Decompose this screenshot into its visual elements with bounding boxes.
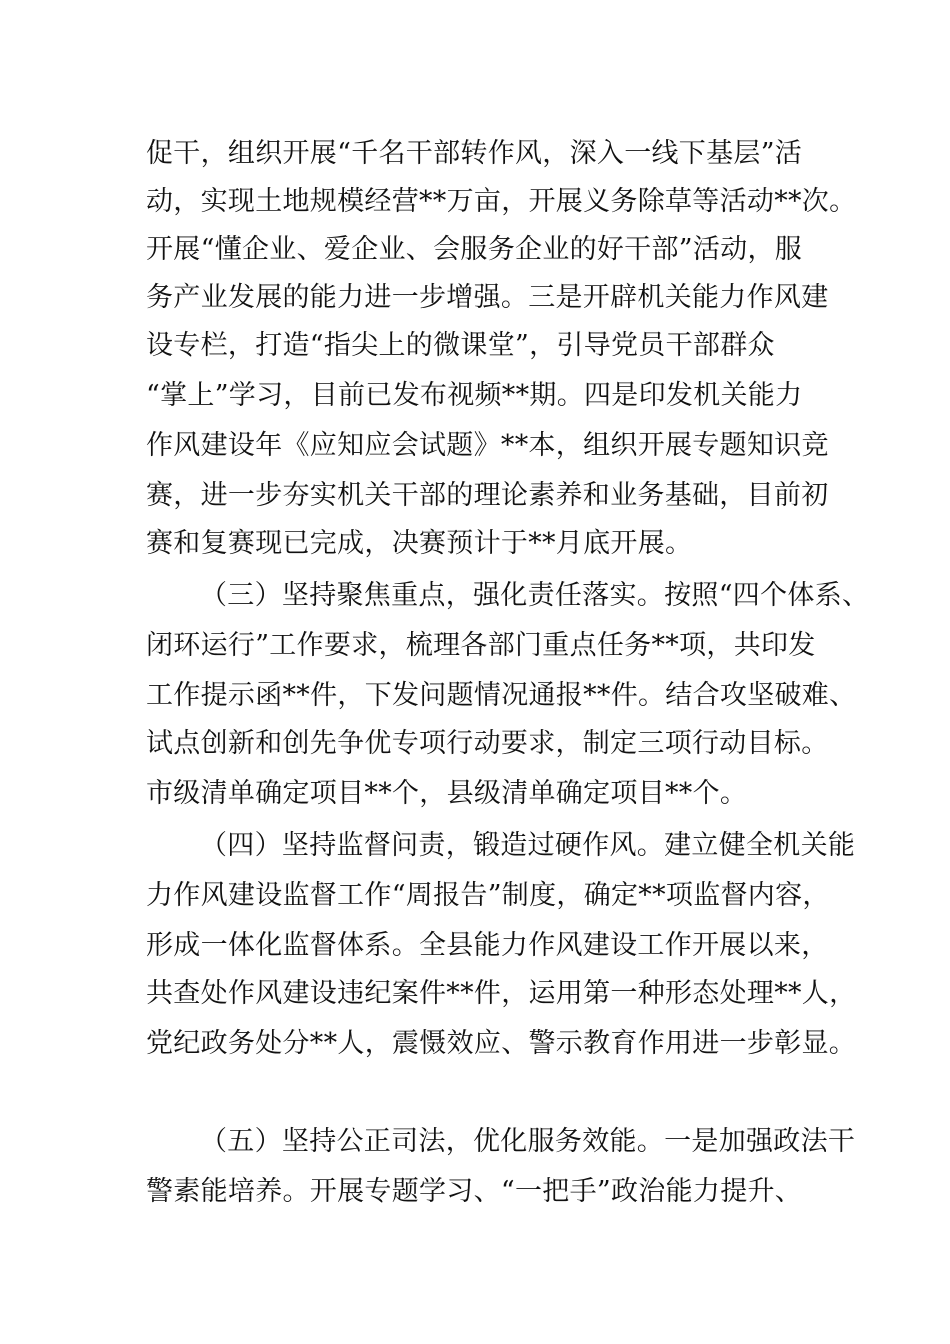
paragraph-line: 开展“懂企业、爱企业、会服务企业的好干部”活动，服 xyxy=(146,234,803,265)
paragraph-line: 工作提示函**件，下发问题情况通报**件。结合攻坚破难、 xyxy=(146,680,857,711)
paragraph-line: 作风建设年《应知应会试题》**本，组织开展专题知识竞 xyxy=(146,430,829,461)
paragraph-line: 形成一体化监督体系。全县能力作风建设工作开展以来， xyxy=(146,930,829,961)
paragraph-line: 促干，组织开展“千名干部转作风，深入一线下基层”活 xyxy=(146,138,803,169)
section-heading-line: （三）坚持聚焦重点，强化责任落实。按照“四个体系、 xyxy=(200,580,870,611)
paragraph-line: 力作风建设监督工作“周报告”制度，确定**项监督内容， xyxy=(146,880,830,911)
paragraph-line: 试点创新和创先争优专项行动要求，制定三项行动目标。 xyxy=(146,728,829,759)
paragraph-line: 务产业发展的能力进一步增强。三是开辟机关能力作风建 xyxy=(146,282,829,313)
paragraph-line: 闭环运行”工作要求，梳理各部门重点任务**项，共印发 xyxy=(146,630,816,661)
paragraph-line: 赛和复赛现已完成，决赛预计于**月底开展。 xyxy=(146,528,693,559)
section-heading-line: （五）坚持公正司法，优化服务效能。一是加强政法干 xyxy=(200,1126,856,1157)
paragraph-line: 警素能培养。开展专题学习、“一把手”政治能力提升、 xyxy=(146,1176,803,1207)
paragraph-line: 设专栏，打造“指尖上的微课堂”，引导党员干部群众 xyxy=(146,330,775,361)
paragraph-line: 赛，进一步夯实机关干部的理论素养和业务基础，目前初 xyxy=(146,480,829,511)
paragraph-line: 市级清单确定项目**个，县级清单确定项目**个。 xyxy=(146,778,748,809)
paragraph-line: 共查处作风建设违纪案件**件，运用第一种形态处理**人， xyxy=(146,978,857,1009)
paragraph-line: “掌上”学习，目前已发布视频**期。四是印发机关能力 xyxy=(146,380,803,411)
paragraph-line: 动，实现土地规模经营**万亩，开展义务除草等活动**次。 xyxy=(146,186,857,217)
section-heading-line: （四）坚持监督问责，锻造过硬作风。建立健全机关能 xyxy=(200,830,856,861)
paragraph-line: 党纪政务处分**人，震慑效应、警示教育作用进一步彰显。 xyxy=(146,1028,857,1059)
